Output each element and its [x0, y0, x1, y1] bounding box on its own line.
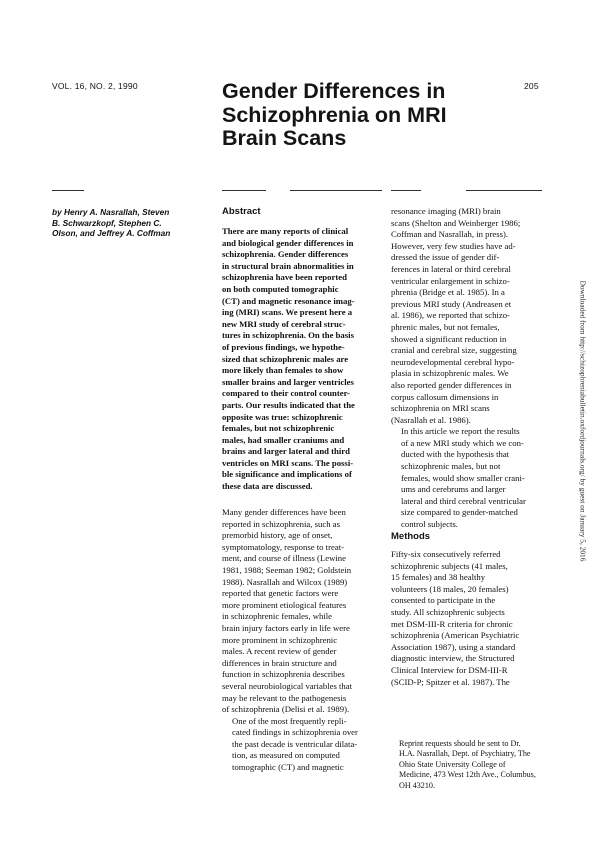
text-line: phrenic males, but not females,	[391, 321, 500, 332]
footnote-line: Medicine, 473 West 12th Ave., Columbus,	[399, 770, 536, 780]
author-line: Olson, and Jeffrey A. Coffman	[52, 228, 171, 238]
text-line: brains and larger lateral and third	[222, 446, 350, 457]
text-line: volunteers (18 males, 20 females)	[391, 583, 509, 594]
footnote-line: H.A. Nasrallah, Dept. of Psychiatry, The	[399, 749, 531, 759]
text-line: lateral and third cerebral ventricular	[401, 495, 526, 506]
text-line: in schizophrenic females, while	[222, 611, 333, 622]
text-line: ducted with the hypothesis that	[401, 449, 510, 460]
divider-rule	[290, 190, 382, 191]
text-line: may be relevant to the pathogenesis	[222, 692, 347, 703]
divider-rule	[222, 190, 266, 191]
text-line: more likely than females to show	[222, 365, 344, 376]
text-line: schizophrenia. Gender differences	[222, 249, 349, 260]
text-line: differences in brain structure and	[222, 657, 337, 668]
text-line: brain injury factors early in life were	[222, 622, 350, 633]
text-line: reported that genetic factors were	[222, 588, 339, 599]
article-title	[222, 80, 522, 151]
text-line: also reported gender differences in	[391, 379, 512, 390]
footnote-paragraph	[391, 739, 551, 791]
text-line: schizophrenia have been reported	[222, 272, 347, 283]
text-line: schizophrenic males, but not	[401, 461, 501, 472]
divider-rule	[466, 190, 542, 191]
text-line: ment, and course of illness (Lewine	[222, 553, 347, 564]
body-text-right	[391, 206, 551, 531]
text-line: on both computed tomographic	[222, 283, 339, 294]
text-line: more prominent in schizophrenic	[222, 634, 338, 645]
text-line: ums and cerebrums and larger	[401, 484, 506, 495]
title-line: Brain Scans	[222, 126, 347, 150]
text-line: males. A recent review of gender	[222, 646, 337, 657]
text-line: Association 1987), using a standard	[391, 641, 516, 652]
text-line: the past decade is ventricular dilata-	[232, 738, 358, 749]
text-line: neurodevelopmental cerebral hypo-	[391, 356, 515, 367]
paragraph	[391, 549, 551, 688]
text-line: males, had smaller craniums and	[222, 434, 345, 445]
text-line: size compared to gender-matched	[401, 507, 518, 518]
text-line: In this article we report the results	[401, 426, 520, 437]
text-line: (SCID-P; Spitzer et al. 1987). The	[391, 676, 510, 687]
text-line: females, would show smaller crani-	[401, 472, 525, 483]
text-line: plasia in schizophrenic males. We	[391, 368, 509, 379]
abstract-text	[222, 226, 382, 493]
text-line: Coffman and Nasrallah, in press).	[391, 229, 509, 240]
text-line: consented to participate in the	[391, 595, 496, 606]
text-line: Many gender differences have been	[222, 507, 346, 517]
text-line: schizophrenia on MRI scans	[391, 403, 490, 414]
introduction-text	[222, 507, 382, 774]
text-line: reported in schizophrenia, such as	[222, 518, 340, 529]
text-line: symptomatology, response to treat-	[222, 541, 345, 552]
text-line: 1981, 1988; Seeman 1982; Goldstein	[222, 564, 352, 575]
text-line: tomographic (CT) and magnetic	[232, 762, 344, 773]
text-line: of schizophrenia (Delisi et al. 1989).	[222, 704, 350, 715]
text-line: 15 females) and 38 healthy	[391, 572, 486, 583]
text-line: 1988). Nasrallah and Wilcox (1989)	[222, 576, 348, 587]
text-line: schizophrenic subjects (41 males,	[391, 560, 508, 571]
text-line: diagnostic interview, the Structured	[391, 653, 515, 664]
title-line: Gender Differences in	[222, 79, 446, 103]
text-line: dressed the issue of gender dif-	[391, 252, 500, 263]
text-line: ventricles on MRI scans. The possi-	[222, 457, 354, 468]
text-line: met DSM-III-R criteria for chronic	[391, 618, 513, 629]
footnote-line: OH 43210.	[399, 780, 435, 790]
text-line: premorbid history, age of onset,	[222, 530, 333, 541]
text-line: ing (MRI) scans. We present here a	[222, 307, 353, 318]
text-line: corpus callosum dimensions in	[391, 391, 499, 402]
paragraph	[391, 426, 551, 530]
author-byline	[52, 207, 202, 239]
text-line: showed a significant reduction in	[391, 333, 507, 344]
page-number: 205	[524, 81, 539, 91]
text-line: function in schizophrenia describes	[222, 669, 345, 680]
paragraph	[391, 206, 551, 426]
text-line: scans (Shelton and Weinberger 1986;	[391, 217, 521, 228]
footnote-line: Ohio State University College of	[399, 759, 506, 769]
text-line: these data are discussed.	[222, 481, 313, 492]
text-line: more prominent etiological features	[222, 599, 347, 610]
text-line: (Nasrallah et al. 1986).	[391, 414, 471, 425]
text-line: compared to their control counter-	[222, 388, 351, 399]
text-line: al. 1986), we reported that schizo-	[391, 310, 510, 321]
text-line: schizophrenia (American Psychiatric	[391, 630, 520, 641]
text-line: new MRI study of cerebral struc-	[222, 318, 346, 329]
text-line: ble significance and implications of	[222, 469, 352, 480]
text-line: of previous findings, we hypothe-	[222, 341, 345, 352]
text-line: One of the most frequently repli-	[232, 715, 347, 726]
download-watermark[interactable]: Downloaded from http://schizophreniabulletin.oxfordjournals.org/ by guest on January 5, 2016	[578, 280, 588, 562]
text-line: cranial and cerebral size, suggesting	[391, 345, 517, 356]
author-line: B. Schwarzkopf, Stephen C.	[52, 217, 162, 228]
journal-volume: VOL. 16, NO. 2, 1990	[52, 81, 138, 91]
text-line: resonance imaging (MRI) brain	[391, 206, 501, 216]
text-line: study. All schizophrenic subjects	[391, 606, 505, 617]
text-line: cated findings in schizophrenia over	[232, 727, 358, 738]
paragraph	[222, 716, 382, 774]
paragraph	[222, 226, 382, 493]
text-line: phrenia (Bridge et al. 1985). In a	[391, 287, 505, 298]
text-line: control subjects.	[401, 519, 458, 530]
methods-heading: Methods	[391, 531, 431, 542]
text-line: However, very few studies have ad-	[391, 240, 516, 251]
text-line: Fifty-six consecutively referred	[391, 549, 501, 559]
title-line: Schizophrenia on MRI	[222, 102, 447, 127]
author-line: by Henry A. Nasrallah, Steven	[52, 207, 170, 217]
methods-text	[391, 549, 551, 688]
text-line: ferences in lateral or third cerebral	[391, 263, 511, 274]
text-line: females, but not schizophrenic	[222, 423, 335, 434]
text-line: tures in schizophrenia. On the basis	[222, 330, 354, 341]
text-line: and biological gender differences in	[222, 237, 354, 248]
text-line: of a new MRI study which we con-	[401, 437, 524, 448]
text-line: opposite was true: schizophrenic	[222, 411, 343, 422]
text-line: in structural brain abnormalities in	[222, 260, 354, 271]
abstract-heading: Abstract	[222, 206, 261, 217]
divider-rule	[391, 190, 421, 191]
text-line: ventricular enlargement in schizo-	[391, 275, 510, 286]
reprint-footnote	[391, 739, 551, 791]
paragraph	[222, 507, 382, 716]
footnote-line: Reprint requests should be sent to Dr.	[399, 739, 521, 748]
text-line: several neurobiological variables that	[222, 680, 353, 691]
text-line: previous MRI study (Andreasen et	[391, 298, 512, 309]
text-line: smaller brains and larger ventricles	[222, 376, 354, 387]
divider-rule	[52, 190, 84, 191]
text-line: (CT) and magnetic resonance imag-	[222, 295, 355, 306]
text-line: parts. Our results indicated that the	[222, 399, 355, 410]
text-line: tion, as measured on computed	[232, 750, 340, 761]
text-line: sized that schizophrenic males are	[222, 353, 349, 364]
text-line: Clinical Interview for DSM-III-R	[391, 664, 508, 675]
text-line: There are many reports of clinical	[222, 226, 349, 236]
